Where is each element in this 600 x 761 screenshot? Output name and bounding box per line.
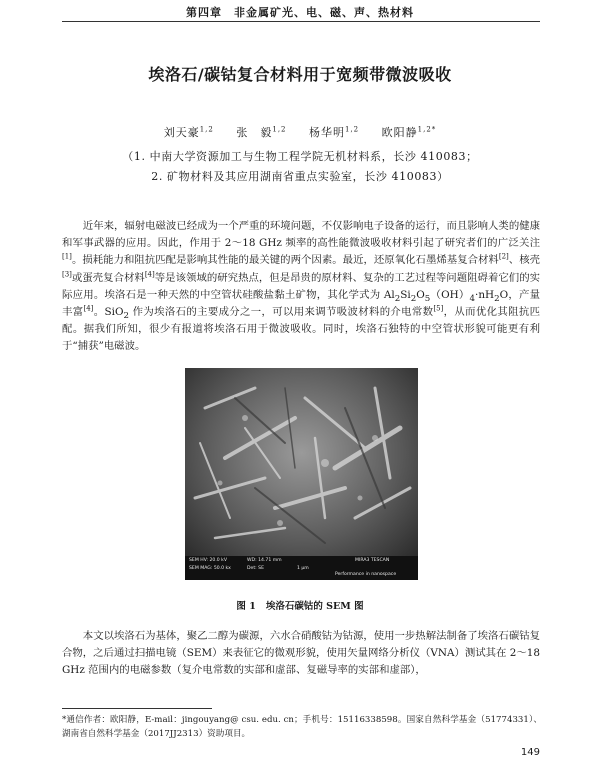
subscript: 2 <box>123 311 129 322</box>
author-name: 欧阳静 <box>381 126 418 139</box>
sem-det: Det: SE <box>247 566 264 571</box>
text-run: 、核壳 <box>508 254 541 267</box>
text-run: 。损耗能力和阻抗匹配是影响其性能的最关键的两个因素。最近，还原氧化石墨烯基复合材料 <box>71 254 499 267</box>
text-run: Si <box>400 288 411 301</box>
text-run: 作为埃洛石的主要成分之一，可以用来调节吸波材料的介电常数 <box>128 306 434 319</box>
author-affil-mark: 1,2 <box>199 125 214 134</box>
affiliation-2: 2. 矿物材料及其应用湖南省重点实验室，长沙 410083） <box>151 170 449 183</box>
text-run: （OH） <box>430 288 470 301</box>
sem-micrograph <box>185 368 418 580</box>
text-run: 。SiO <box>93 306 124 319</box>
author-list <box>0 124 600 140</box>
author <box>164 126 214 139</box>
author-affil-mark: 1,2 <box>272 125 287 134</box>
text-run: ·nH <box>475 288 495 301</box>
page-number: 149 <box>520 747 540 758</box>
intro-paragraph <box>62 218 540 356</box>
subscript: 2 <box>494 293 500 304</box>
footnote: *通信作者：欧阳静，E-mail：jingouyang@ csu. edu. cn；手机号：15116338598。国家自然科学基金（51774331）、湖南省自然科学基金（2017JJ2313）资助项目。 <box>62 715 542 739</box>
header-rule <box>62 21 540 22</box>
citation: [4] <box>83 304 94 313</box>
method-paragraph: 本文以埃洛石为基体，聚乙二醇为碳源，六水合硝酸钴为钴源，使用一步热解法制备了埃洛石碳钴复合物，之后通过扫描电镜（SEM）来表征它的微观形貌，使用矢量网络分析仪（VNA）测试其在 2～18 GHz 范围内的电磁参数（复介电常数的实部和虚部、复磁导率的实部和虚部）， <box>62 630 540 677</box>
author-name: 刘天豪 <box>163 126 200 139</box>
figure-number: 图 1 <box>236 601 256 612</box>
subscript: 4 <box>469 293 476 304</box>
subscript: 5 <box>424 293 431 304</box>
running-head: 第四章 非金属矿光、电、磁、声、热材料 <box>186 6 414 19</box>
text-run: O，产量丰富 <box>62 288 540 319</box>
sem-hv: SEM HV: 20.0 kV <box>189 558 227 563</box>
text-run: 或蛋壳复合材料 <box>71 271 145 284</box>
citation: [1] <box>62 252 72 261</box>
subscript: 2 <box>410 293 417 304</box>
text-run: O <box>416 288 425 301</box>
author <box>309 126 359 139</box>
author-affil-mark: 1,2 <box>345 125 360 134</box>
sem-perf: Performance in nanospace <box>335 572 397 577</box>
figure-caption <box>0 598 600 612</box>
sem-image <box>185 368 418 580</box>
author <box>236 126 286 139</box>
sem-info-bar <box>185 556 418 580</box>
sem-scale: 1 μm <box>297 566 309 571</box>
citation: [5] <box>433 304 444 313</box>
citation: [2] <box>498 252 509 261</box>
paper-title: 埃洛石/碳钴复合材料用于宽频带微波吸收 <box>148 65 452 84</box>
citation: [3] <box>62 270 72 279</box>
author <box>382 126 437 139</box>
footnote-rule <box>62 708 212 709</box>
sem-device: MIRA3 TESCAN <box>355 558 390 563</box>
author-name: 杨华明 <box>309 126 345 139</box>
text-run: ，从而优化其阻抗匹配。据我们所知，很少有报道将埃洛石用于微波吸收。同时，埃洛石独特的中空管状形貌可能更有利于“捕获”电磁波。 <box>62 306 541 353</box>
author-affil-mark: 1,2* <box>417 125 437 134</box>
subscript: 2 <box>394 293 401 304</box>
affiliation-1: （1. 中南大学资源加工与生物工程学院无机材料系，长沙 410083； <box>122 150 478 163</box>
citation: [4] <box>144 270 155 279</box>
text-run: 近年来，辐射电磁波已经成为一个严重的环境问题，不仅影响电子设备的运行，而且影响人类的健康和军事武器的应用。因此，作用于 2～18 GHz 频率的高性能微波吸收材料引起了研究者们的广泛关注 <box>62 220 540 250</box>
sem-wd: WD: 14.71 mm <box>247 558 282 563</box>
text-run: 等是该领域的研究热点，但是昂贵的原材料、复杂的工艺过程等问题阻碍着它们的实际应用。埃洛石是一种天然的中空管状硅酸盐黏土矿物，其化学式为 Al <box>62 271 540 301</box>
author-name: 张 毅 <box>236 126 273 139</box>
sem-mag: SEM MAG: 50.0 kx <box>189 566 231 571</box>
figure-caption-text: 埃洛石碳钴的 SEM 图 <box>265 601 364 612</box>
